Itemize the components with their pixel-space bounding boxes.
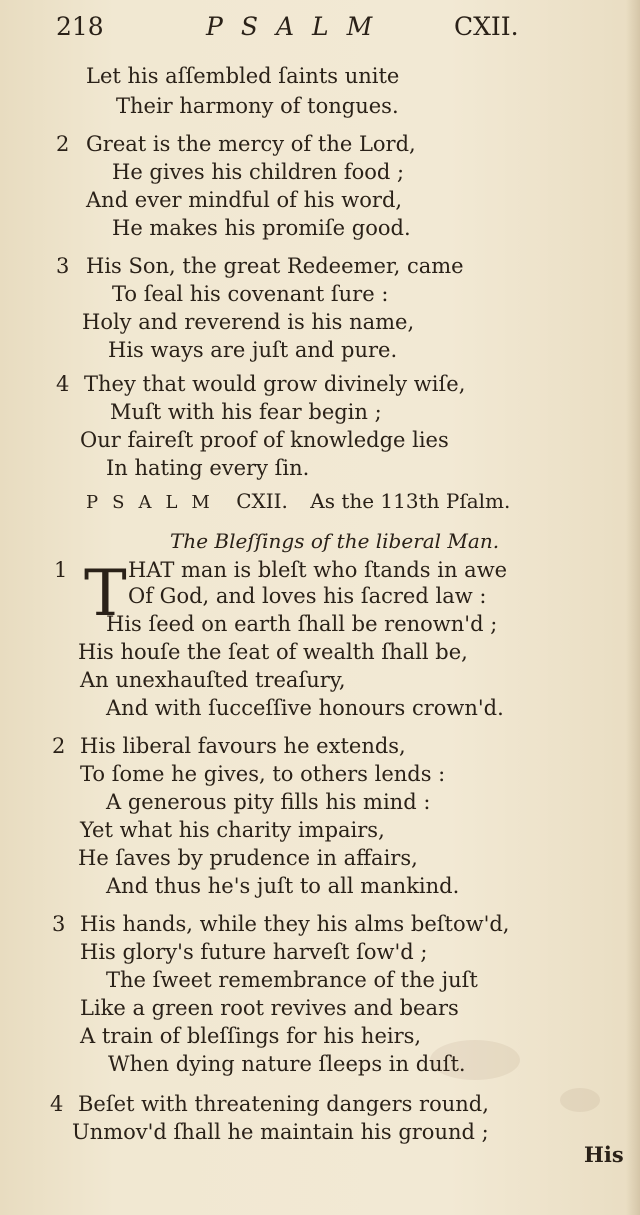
verse-line: To ſeal his covenant ſure : <box>112 282 389 306</box>
stanza-number: 1 <box>54 558 68 582</box>
stanza-number: 2 <box>52 734 66 758</box>
ink-smudge <box>560 1088 600 1112</box>
page-edge-shadow <box>626 0 640 1215</box>
verse-line: A generous pity fills his mind : <box>106 790 431 814</box>
verse-line: And thus he's juſt to all mankind. <box>106 874 460 898</box>
running-psalm-number: CXII. <box>454 12 519 41</box>
heading-psalm-word: PSALM <box>86 492 224 513</box>
running-head <box>56 10 530 44</box>
heading-tune-note: As the 113th Pſalm. <box>310 489 511 513</box>
stanza-number: 3 <box>56 254 70 278</box>
verse-line: He gives his children food ; <box>112 160 405 184</box>
verse-line: Like a green root revives and bears <box>80 996 459 1020</box>
verse-line: They that would grow divinely wiſe, <box>84 372 466 396</box>
psalm-heading <box>86 486 510 518</box>
verse-line: Their harmony of tongues. <box>116 94 399 118</box>
verse-line: To ſome he gives, to others lends : <box>80 762 446 786</box>
verse-line: Yet what his charity impairs, <box>80 818 385 842</box>
verse-line: Let his aſſembled ſaints unite <box>86 64 400 88</box>
verse-line: And with ſucceſſive honours crown'd. <box>106 696 504 720</box>
stanza-number: 4 <box>50 1092 64 1116</box>
verse-line: Muſt with his fear begin ; <box>110 400 382 424</box>
drop-cap: T <box>84 557 127 631</box>
verse-line: When dying nature ſleeps in duſt. <box>108 1052 466 1076</box>
stanza-number: 4 <box>56 372 70 396</box>
verse-line: Beſet with threatening dangers round, <box>78 1092 489 1116</box>
page-number: 218 <box>56 12 104 41</box>
verse-line: He ſaves by prudence in affairs, <box>78 846 418 870</box>
verse-line: Great is the mercy of the Lord, <box>86 132 416 156</box>
verse-line: Unmov'd ſhall he maintain his ground ; <box>72 1120 489 1144</box>
verse-line: In hating every ſin. <box>106 456 310 480</box>
verse-line: His houſe the ſeat of wealth ſhall be, <box>78 640 468 664</box>
catchword: His <box>584 1142 624 1167</box>
stanza-number: 3 <box>52 912 66 936</box>
verse-line: Our faireſt proof of knowledge lies <box>80 428 449 452</box>
verse-line: His glory's future harveſt ſow'd ; <box>80 940 428 964</box>
verse-line: His hands, while they his alms beſtow'd, <box>80 912 510 936</box>
verse-line: And ever mindful of his word, <box>86 188 403 212</box>
stanza-number: 2 <box>56 132 70 156</box>
verse-line: Of God, and loves his ſacred law : <box>128 584 487 608</box>
psalm-subtitle: The Bleſſings of the liberal Man. <box>170 529 500 553</box>
verse-line: HAT man is bleſt who ſtands in awe <box>128 558 508 582</box>
verse-line: The ſweet remembrance of the juſt <box>106 968 478 992</box>
verse-line: An unexhauſted treaſury, <box>80 668 346 692</box>
ink-smudge <box>430 1040 520 1080</box>
verse-line: His ways are juſt and pure. <box>108 338 398 362</box>
verse-line: A train of bleſſings for his heirs, <box>80 1024 422 1048</box>
verse-line: Holy and reverend is his name, <box>82 310 415 334</box>
verse-line: His ſeed on earth ſhall be renown'd ; <box>106 612 498 636</box>
verse-line: His liberal favours he extends, <box>80 734 406 758</box>
heading-psalm-number: CXII. <box>236 489 288 513</box>
verse-line: His Son, the great Redeemer, came <box>86 254 464 278</box>
verse-line: He makes his promiſe good. <box>112 216 411 240</box>
running-title: PSALM <box>206 12 391 41</box>
